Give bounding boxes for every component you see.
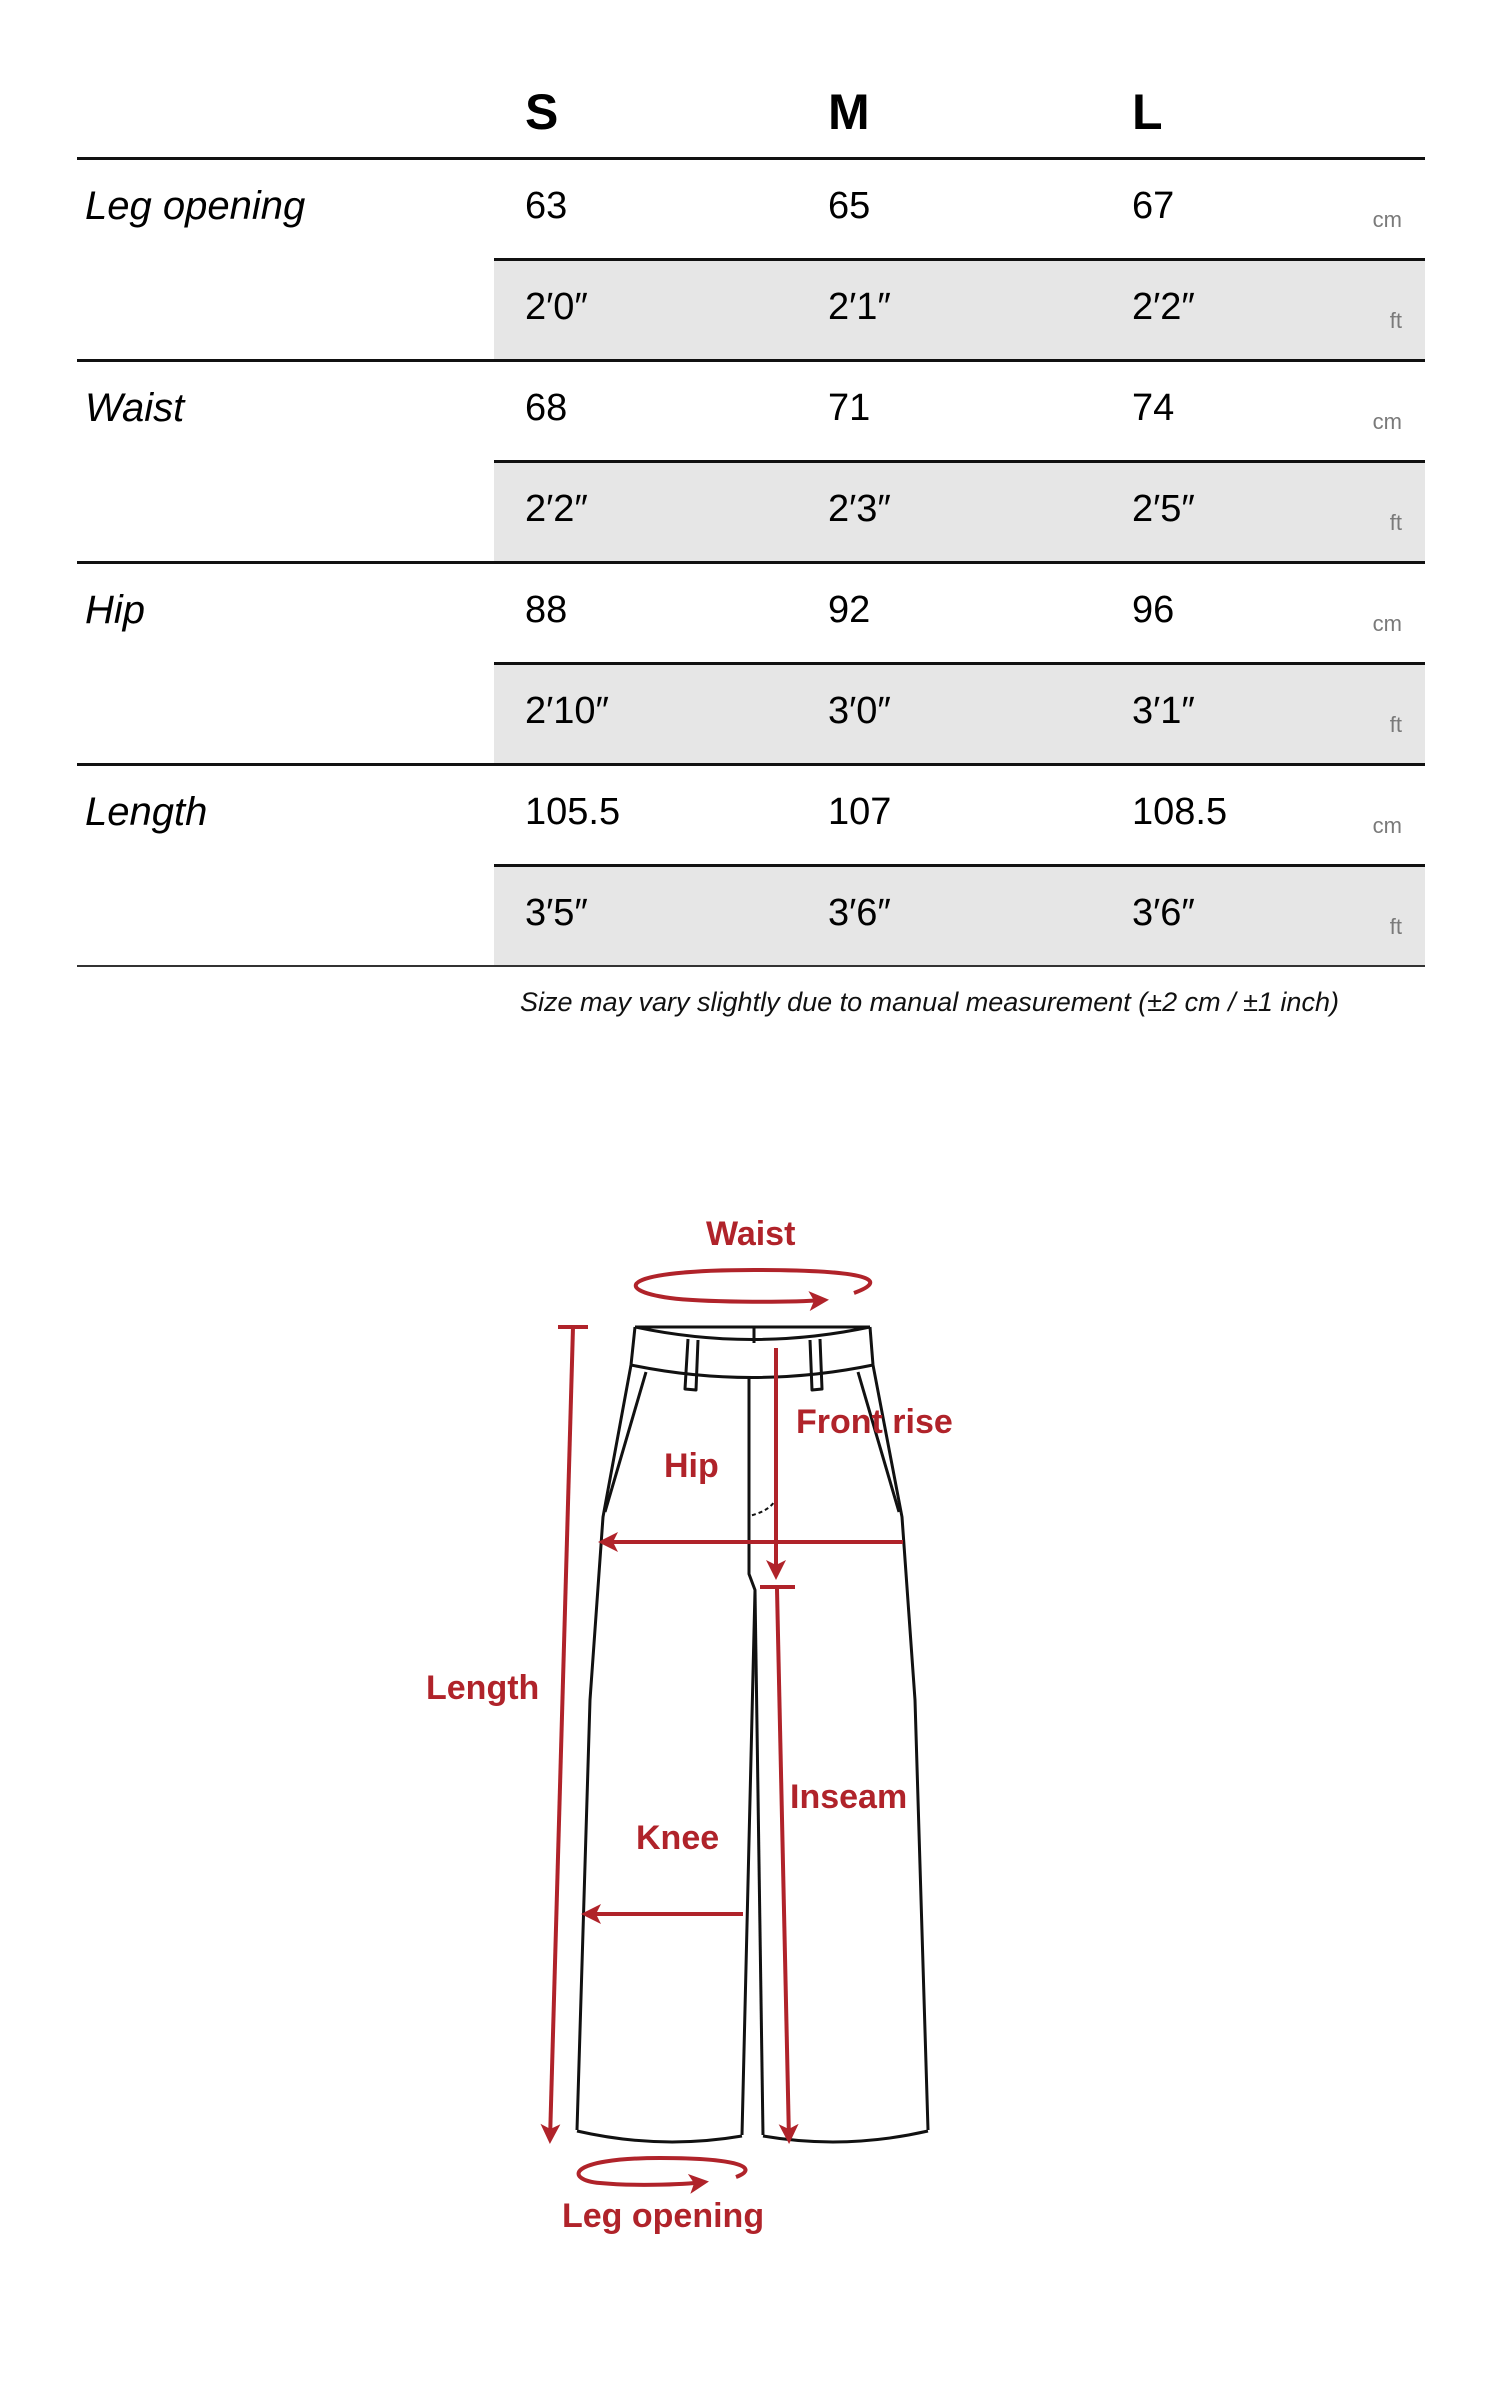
length-label: Length <box>426 1669 540 1707</box>
size-header-l: L <box>1132 84 1163 140</box>
row-label: Waist <box>85 386 185 430</box>
cell-ft-s: 2′0″ <box>525 286 588 328</box>
unit-cm: cm <box>1372 611 1402 636</box>
cell-ft-s: 2′10″ <box>525 690 609 732</box>
cell-ft-m: 2′1″ <box>828 286 891 328</box>
cell-cm-l: 96 <box>1132 589 1175 631</box>
knee-label: Knee <box>636 1819 720 1857</box>
cell-ft-l: 3′6″ <box>1132 892 1195 934</box>
cell-ft-l: 2′2″ <box>1132 286 1195 328</box>
cell-ft-l: 3′1″ <box>1132 690 1195 732</box>
cell-ft-m: 2′3″ <box>828 488 891 530</box>
cell-cm-l: 108.5 <box>1132 791 1228 833</box>
leg-opening-label: Leg opening <box>562 2197 765 2235</box>
cell-cm-m: 92 <box>828 589 871 631</box>
cell-cm-m: 107 <box>828 791 892 833</box>
unit-cm: cm <box>1372 207 1402 232</box>
unit-ft: ft <box>1389 712 1402 737</box>
size-header-s: S <box>525 84 559 140</box>
unit-cm: cm <box>1372 409 1402 434</box>
cell-cm-l: 74 <box>1132 387 1175 429</box>
unit-cm: cm <box>1372 813 1402 838</box>
cell-ft-s: 2′2″ <box>525 488 588 530</box>
cell-cm-l: 67 <box>1132 185 1175 227</box>
row-label: Length <box>85 790 208 834</box>
cell-ft-m: 3′0″ <box>828 690 891 732</box>
hip-label: Hip <box>664 1447 719 1485</box>
cell-cm-s: 88 <box>525 589 568 631</box>
cell-cm-m: 71 <box>828 387 871 429</box>
unit-ft: ft <box>1389 308 1402 333</box>
front-rise-label: Front rise <box>796 1403 953 1441</box>
cell-cm-m: 65 <box>828 185 871 227</box>
measurement-note: Size may vary slightly due to manual measurement (±2 cm / ±1 inch) <box>520 987 1339 1017</box>
cell-ft-l: 2′5″ <box>1132 488 1195 530</box>
unit-ft: ft <box>1389 510 1402 535</box>
row-label: Hip <box>85 588 146 632</box>
waist-label: Waist <box>706 1215 796 1253</box>
cell-cm-s: 68 <box>525 387 568 429</box>
size-header-m: M <box>828 84 870 140</box>
cell-ft-s: 3′5″ <box>525 892 588 934</box>
cell-cm-s: 63 <box>525 185 568 227</box>
row-label: Leg opening <box>85 184 306 228</box>
cell-cm-s: 105.5 <box>525 791 621 833</box>
inseam-label: Inseam <box>790 1778 908 1816</box>
unit-ft: ft <box>1389 914 1402 939</box>
cell-ft-m: 3′6″ <box>828 892 891 934</box>
